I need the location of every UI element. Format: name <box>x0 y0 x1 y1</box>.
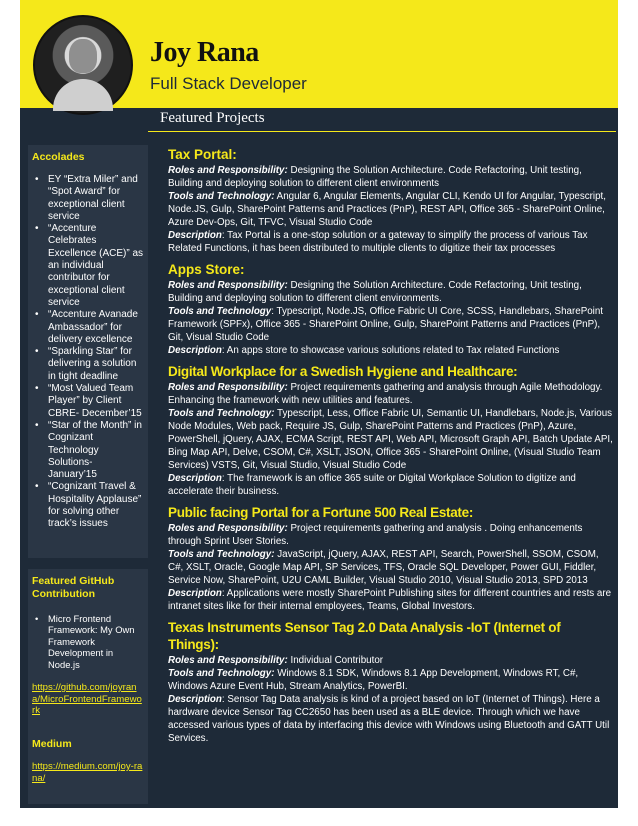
github-list <box>32 613 144 670</box>
list-item: • Micro Frontend Framework: My Own Framework Development in Node.js <box>32 613 144 670</box>
list-item: • “Star of the Month” in Cognizant Technology Solutions- January’15 <box>32 420 144 481</box>
title-divider <box>148 131 616 132</box>
github-link[interactable]: https://github.com/joyrana/MicroFrontendFramework <box>32 682 142 717</box>
projects-column <box>148 140 614 749</box>
project-body <box>168 381 614 498</box>
description-text: : Applications were mostly SharePoint Publishing sites for different countries and rests are intranet sites like for their internal employees, Teams, Global Investors. <box>168 588 612 612</box>
roles-text: Designing the Solution Architecture. Code Refactoring, Unit testing, Building and deploying solution to different client environments <box>168 165 582 189</box>
roles-label: Roles and Responsibility: <box>168 280 288 291</box>
roles-text: Individual Contributor <box>287 655 384 666</box>
accolades-heading: Accolades <box>32 151 85 163</box>
roles-label: Roles and Responsibility: <box>168 165 288 176</box>
list-item: • “Accenture Celebrates Excellence (ACE)” as an individual contributor for exceptional client service <box>32 223 144 309</box>
roles-label: Roles and Responsibility: <box>168 655 288 666</box>
roles-text: Designing the Solution Architecture. Code Refactoring, Unit testing, Building and deploying solution to different client environments. <box>168 280 582 304</box>
project-entry <box>148 363 614 498</box>
medium-panel <box>28 730 148 804</box>
description-text: : Sensor Tag Data analysis is kind of a project based on IoT (Internet of Things). Here a hardware device Sensor Tag CC2650 has been used as a BLE device. Through which we have accessed various types of data by interfacing this device with Windows using Bluetooth and GATT Util Services. <box>168 694 610 744</box>
project-body <box>168 279 614 357</box>
person-role: Full Stack Developer <box>150 74 307 93</box>
project-title: Apps Store: <box>168 262 245 277</box>
project-body <box>168 164 614 255</box>
accolades-panel <box>28 145 148 558</box>
medium-heading: Medium <box>32 738 72 750</box>
profile-photo <box>33 15 133 115</box>
tools-text: Windows 8.1 SDK, Windows 8.1 App Development, Windows RT, C#, Windows Azure Event Hub, Stream Analytics, PowerBI. <box>168 668 579 692</box>
description-label: Description <box>168 473 222 484</box>
project-body <box>168 522 614 613</box>
project-title: Digital Workplace for a Swedish Hygiene and Healthcare: <box>168 364 518 379</box>
tools-label: Tools and Technology: <box>168 408 275 419</box>
github-heading: Featured GitHub Contribution <box>32 575 115 600</box>
project-entry <box>148 146 614 255</box>
list-item: • EY “Extra Miler” and “Spot Award” for exceptional client service <box>32 174 144 223</box>
accolades-list <box>32 174 144 531</box>
tools-text: JavaScript, jQuery, AJAX, REST API, Search, PowerShell, SSOM, CSOM, C#, XSLT, Oracle, Google Map API, SP Services, TFS, Oracle SQL Developer, Power GUI, Fiddler, Service Now, SharePoint, U2U CAML Builder, Visual Studio 2010, Visual Studio 2013, SPD 2013 <box>168 549 599 586</box>
medium-link[interactable]: https://medium.com/joy-rana/ <box>32 761 143 784</box>
section-title: Featured Projects <box>160 110 265 126</box>
tools-label: Tools and Technology <box>168 306 272 317</box>
description-label: Description <box>168 694 222 705</box>
description-label: Description <box>168 588 222 599</box>
roles-text: Project requirements gathering and analysis through Agile Methodology. Enhancing the framework with new utilities and features. <box>168 382 603 406</box>
project-entry <box>148 504 614 613</box>
tools-label: Tools and Technology: <box>168 549 275 560</box>
list-item: • “Accenture Avanade Ambassador” for delivery excellence <box>32 309 144 346</box>
tools-label: Tools and Technology: <box>168 191 275 202</box>
description-label: Description <box>168 345 222 356</box>
photo-shirt <box>53 79 113 111</box>
github-panel <box>28 569 148 731</box>
project-body <box>168 654 614 745</box>
tools-text: Angular 6, Angular Elements, Angular CLI, Kendo UI for Angular, Typescript, Node.JS, Gulp, SharePoint Patterns and Practices (PnP), REST API, Office 365 - SharePoint Online, Azure Dev-Ops, Git, TFVC, Visual Studio Code <box>168 191 606 228</box>
photo-face <box>69 39 97 73</box>
list-item: • “Sparkling Star” for delivering a solution in tight deadline <box>32 346 144 383</box>
roles-label: Roles and Responsibility: <box>168 382 288 393</box>
tools-text: Typescript, Less, Office Fabric UI, Semantic UI, Handlebars, Node.js, Various Node Modules, Web pack, Require JS, Gulp, SharePoint Patterns and Practices (PnP), Azure, PowerShell, jQuery, AJAX, ECMA Script, REST API, Web API, Microsoft Graph API, Batch Update API, Bing Map API, Delve, CSOM, C#, XSLT, JSON, Office 365 - SharePoint Online, (Visual Studio Team Services) VSTS, Git, Visual Studio, Visual Studio Code <box>168 408 613 471</box>
project-entry <box>148 261 614 357</box>
roles-label: Roles and Responsibility: <box>168 523 288 534</box>
project-entry <box>148 619 614 745</box>
description-text: : Tax Portal is a one-stop solution or a gateway to simplify the process of various Tax Related Functions, it has been distributed to multiple clients to digitize their tax processes <box>168 230 588 254</box>
project-title: Texas Instruments Sensor Tag 2.0 Data Analysis -IoT (Internet of Things): <box>168 620 561 652</box>
roles-text: Project requirements gathering and analysis . Doing enhancements through Sprint User Stories. <box>168 523 583 547</box>
list-item: • “Cognizant Travel & Hospitality Applause” for solving other track’s issues <box>32 481 144 530</box>
project-title: Public facing Portal for a Fortune 500 Real Estate: <box>168 505 474 520</box>
description-label: Description <box>168 230 222 241</box>
description-text: : The framework is an office 365 suite or Digital Workplace Solution to digitize and accelerate their business. <box>168 473 576 497</box>
description-text: : An apps store to showcase various solutions related to Tax related Functions <box>221 345 560 356</box>
project-title: Tax Portal: <box>168 147 237 162</box>
tools-label: Tools and Technology: <box>168 668 275 679</box>
list-item: • “Most Valued Team Player” by Client CBRE- December’15 <box>32 383 144 420</box>
person-name: Joy Rana <box>150 37 259 68</box>
tools-text: : Typescript, Node.JS, Office Fabric UI Core, SCSS, Handlebars, SharePoint Framework (SPFx), Office 365 - SharePoint Online, Gulp, SharePoint Patterns and Practices (PnP), Git, Visual Studio Code <box>168 306 604 343</box>
